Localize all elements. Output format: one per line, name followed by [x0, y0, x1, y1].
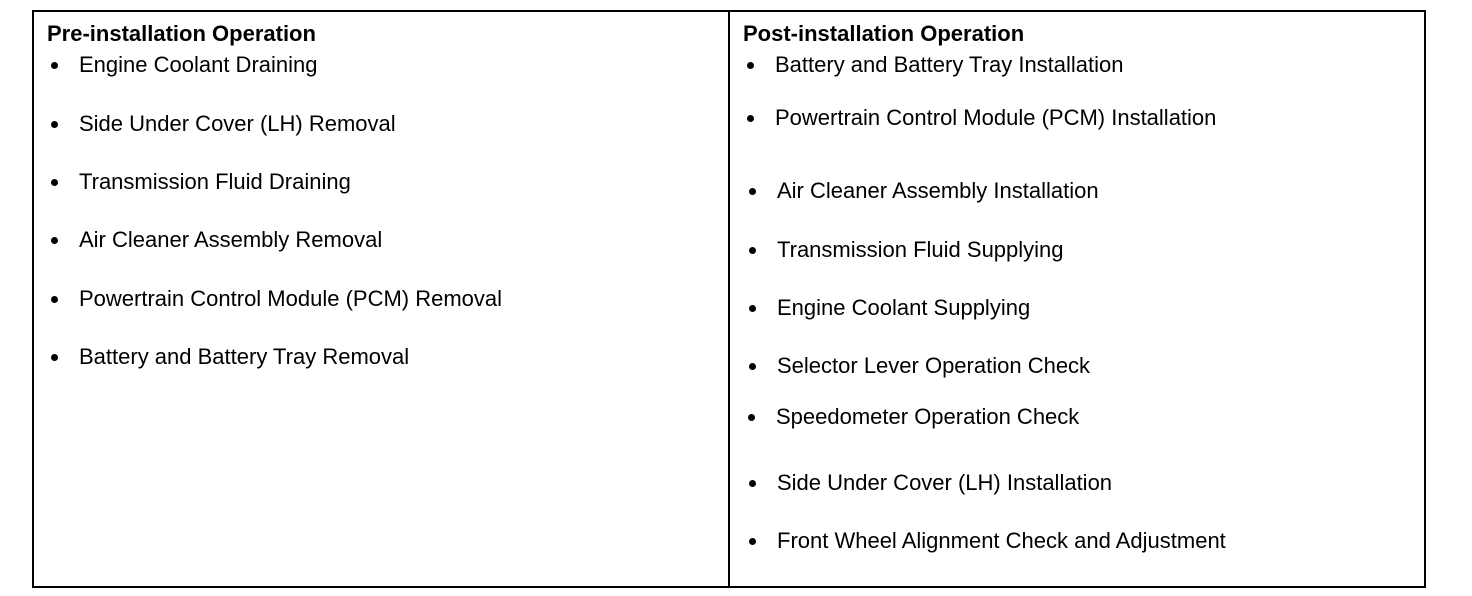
list-item-text: Side Under Cover (LH) Installation [777, 470, 1113, 495]
list-item-text: Engine Coolant Draining [79, 52, 318, 77]
bullet-icon [747, 115, 754, 122]
list-item [744, 403, 1079, 431]
list-item-text: Air Cleaner Assembly Installation [777, 178, 1099, 203]
list-item-text: Air Cleaner Assembly Removal [79, 227, 383, 252]
bullet-icon [749, 480, 756, 487]
list-item [745, 177, 1099, 205]
list-item [743, 51, 1124, 79]
list-item [743, 104, 1216, 132]
bullet-icon [748, 414, 755, 421]
list-item [47, 285, 502, 313]
list-item [745, 294, 1030, 322]
list-item [47, 110, 396, 138]
list-item-text: Engine Coolant Supplying [777, 295, 1031, 320]
bullet-icon [749, 188, 756, 195]
list-item [47, 51, 318, 79]
list-item-text: Transmission Fluid Draining [79, 169, 351, 194]
bullet-icon [747, 62, 754, 69]
list-item-text: Selector Lever Operation Check [777, 353, 1091, 378]
list-item-text: Powertrain Control Module (PCM) Removal [79, 286, 503, 311]
list-item-text: Battery and Battery Tray Removal [79, 344, 410, 369]
list-item [47, 168, 351, 196]
post-installation-title: Post-installation Operation [743, 21, 1025, 46]
bullet-icon [749, 538, 756, 545]
post-installation-column [730, 12, 1424, 586]
pre-installation-title: Pre-installation Operation [47, 21, 316, 46]
list-item-text: Front Wheel Alignment Check and Adjustment [777, 528, 1226, 553]
list-item-text: Side Under Cover (LH) Removal [79, 111, 396, 136]
list-item-text: Battery and Battery Tray Installation [775, 52, 1124, 77]
bullet-icon [51, 354, 58, 361]
list-item-text: Speedometer Operation Check [776, 404, 1080, 429]
bullet-icon [51, 121, 58, 128]
list-item [745, 236, 1064, 264]
list-item-text: Transmission Fluid Supplying [777, 237, 1064, 262]
bullet-icon [51, 62, 58, 69]
operations-table [32, 10, 1426, 588]
list-item [47, 226, 382, 254]
pre-installation-column [34, 12, 730, 586]
bullet-icon [749, 247, 756, 254]
list-item-text: Powertrain Control Module (PCM) Installation [775, 105, 1217, 130]
bullet-icon [749, 305, 756, 312]
bullet-icon [51, 179, 58, 186]
list-item [47, 343, 409, 371]
bullet-icon [51, 237, 58, 244]
bullet-icon [749, 363, 756, 370]
list-item [745, 352, 1090, 380]
list-item [745, 469, 1112, 497]
list-item [745, 527, 1226, 555]
bullet-icon [51, 296, 58, 303]
